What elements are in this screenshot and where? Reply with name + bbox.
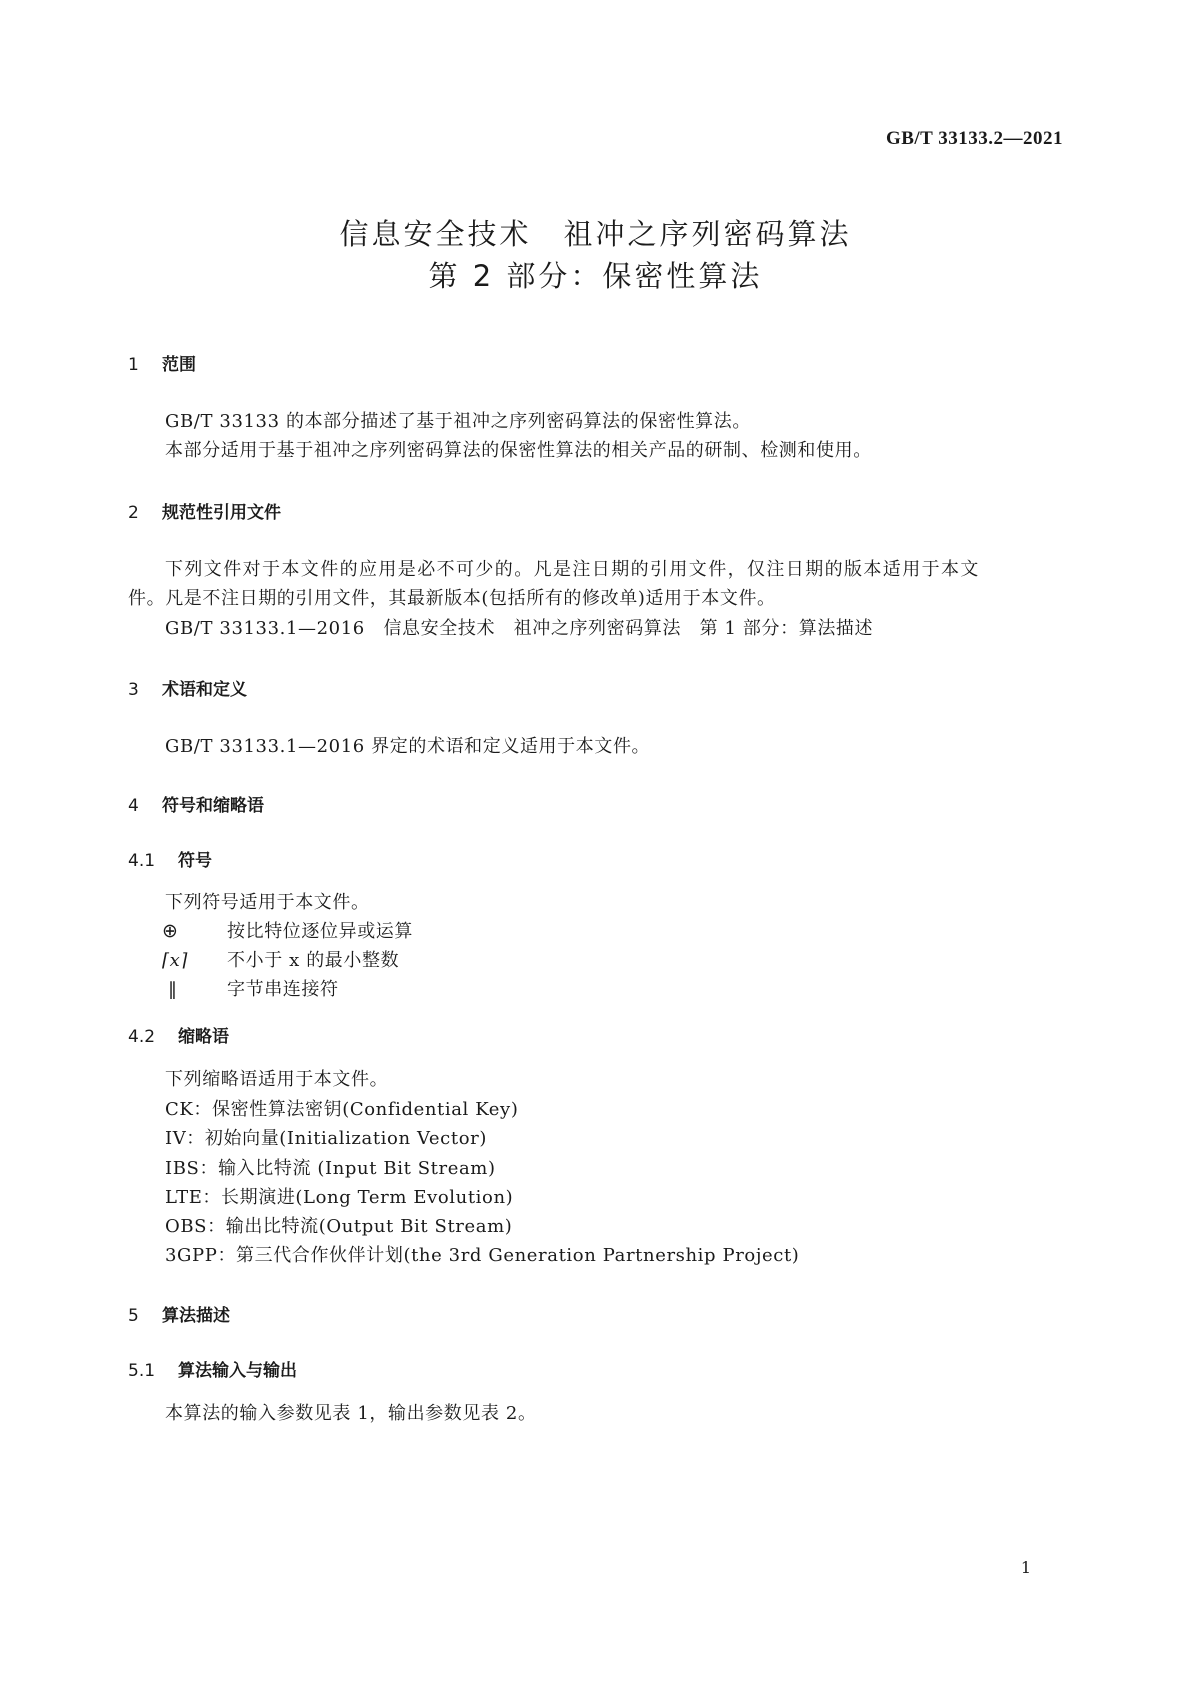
document-title-line2: 第 2 部分：保密性算法 (428, 259, 763, 293)
normative-reference: GB/T 33133.1—2016 信息安全技术 祖冲之序列密码算法 第 1 部分：算法描述 (165, 618, 874, 639)
abbreviations-intro: 下列缩略语适用于本文件。 (165, 1069, 389, 1090)
section-number: 4 (128, 796, 139, 816)
abbreviation-item: OBS：输出比特流(Output Bit Stream) (165, 1216, 513, 1237)
section-title: 规范性引用文件 (162, 503, 281, 523)
section-2-paragraph-line-1: 下列文件对于本文件的应用是必不可少的。凡是注日期的引用文件，仅注日期的版本适用于本文 (165, 559, 980, 580)
section-1-paragraph-2: 本部分适用于基于祖冲之序列密码算法的保密性算法的相关产品的研制、检测和使用。 (165, 440, 872, 461)
abbreviation-item: IV：初始向量(Initialization Vector) (165, 1128, 487, 1149)
section-title: 术语和定义 (162, 680, 247, 700)
page-number: 1 (1020, 1558, 1031, 1577)
section-5-1-paragraph-1: 本算法的输入参数见表 1，输出参数见表 2。 (165, 1403, 537, 1424)
section-5-1-heading (128, 1356, 297, 1381)
section-title: 符号和缩略语 (162, 796, 264, 816)
section-2-heading (128, 498, 281, 523)
section-4-heading (128, 791, 264, 816)
section-number: 2 (128, 503, 139, 523)
section-number: 1 (128, 355, 139, 375)
symbol-description: 不小于 x 的最小整数 (227, 950, 400, 971)
section-number: 3 (128, 680, 139, 700)
abbreviation-item: IBS：输入比特流 (Input Bit Stream) (165, 1158, 496, 1179)
ceiling-symbol: ⌈x⌉ (162, 950, 188, 971)
section-4-1-heading (128, 846, 212, 871)
section-title: 缩略语 (178, 1027, 229, 1047)
symbols-intro: 下列符号适用于本文件。 (165, 892, 370, 913)
abbreviation-item: CK：保密性算法密钥(Confidential Key) (165, 1099, 519, 1120)
xor-symbol: ⊕ (162, 920, 179, 942)
section-title: 算法输入与输出 (178, 1361, 297, 1381)
symbol-row (162, 946, 399, 972)
section-1-paragraph-1: GB/T 33133 的本部分描述了基于祖冲之序列密码算法的保密性算法。 (165, 411, 751, 432)
section-3-heading (128, 675, 247, 700)
section-number: 4.2 (128, 1027, 156, 1047)
section-number: 5.1 (128, 1361, 156, 1381)
concatenation-symbol: ‖ (168, 979, 178, 1000)
section-number: 5 (128, 1306, 139, 1326)
section-5-heading (128, 1301, 230, 1326)
section-title: 范围 (162, 355, 196, 375)
section-2-paragraph-line-2: 件。凡是不注日期的引用文件，其最新版本(包括所有的修改单)适用于本文件。 (128, 588, 776, 609)
section-title: 算法描述 (162, 1306, 230, 1326)
symbol-row (162, 917, 413, 943)
symbol-row (162, 975, 339, 1001)
section-number: 4.1 (128, 851, 156, 871)
standard-code: GB/T 33133.2—2021 (885, 128, 1063, 149)
symbol-description: 按比特位逐位异或运算 (227, 921, 413, 942)
section-title: 符号 (178, 851, 212, 871)
document-title-line1: 信息安全技术 祖冲之序列密码算法 (339, 217, 852, 251)
abbreviation-item: 3GPP：第三代合作伙伴计划(the 3rd Generation Partnership Project) (165, 1245, 800, 1266)
abbreviation-item: LTE：长期演进(Long Term Evolution) (165, 1187, 514, 1208)
section-1-heading (128, 350, 196, 375)
symbol-description: 字节串连接符 (227, 979, 339, 1000)
section-3-paragraph-1: GB/T 33133.1—2016 界定的术语和定义适用于本文件。 (165, 736, 651, 757)
section-4-2-heading (128, 1022, 229, 1047)
